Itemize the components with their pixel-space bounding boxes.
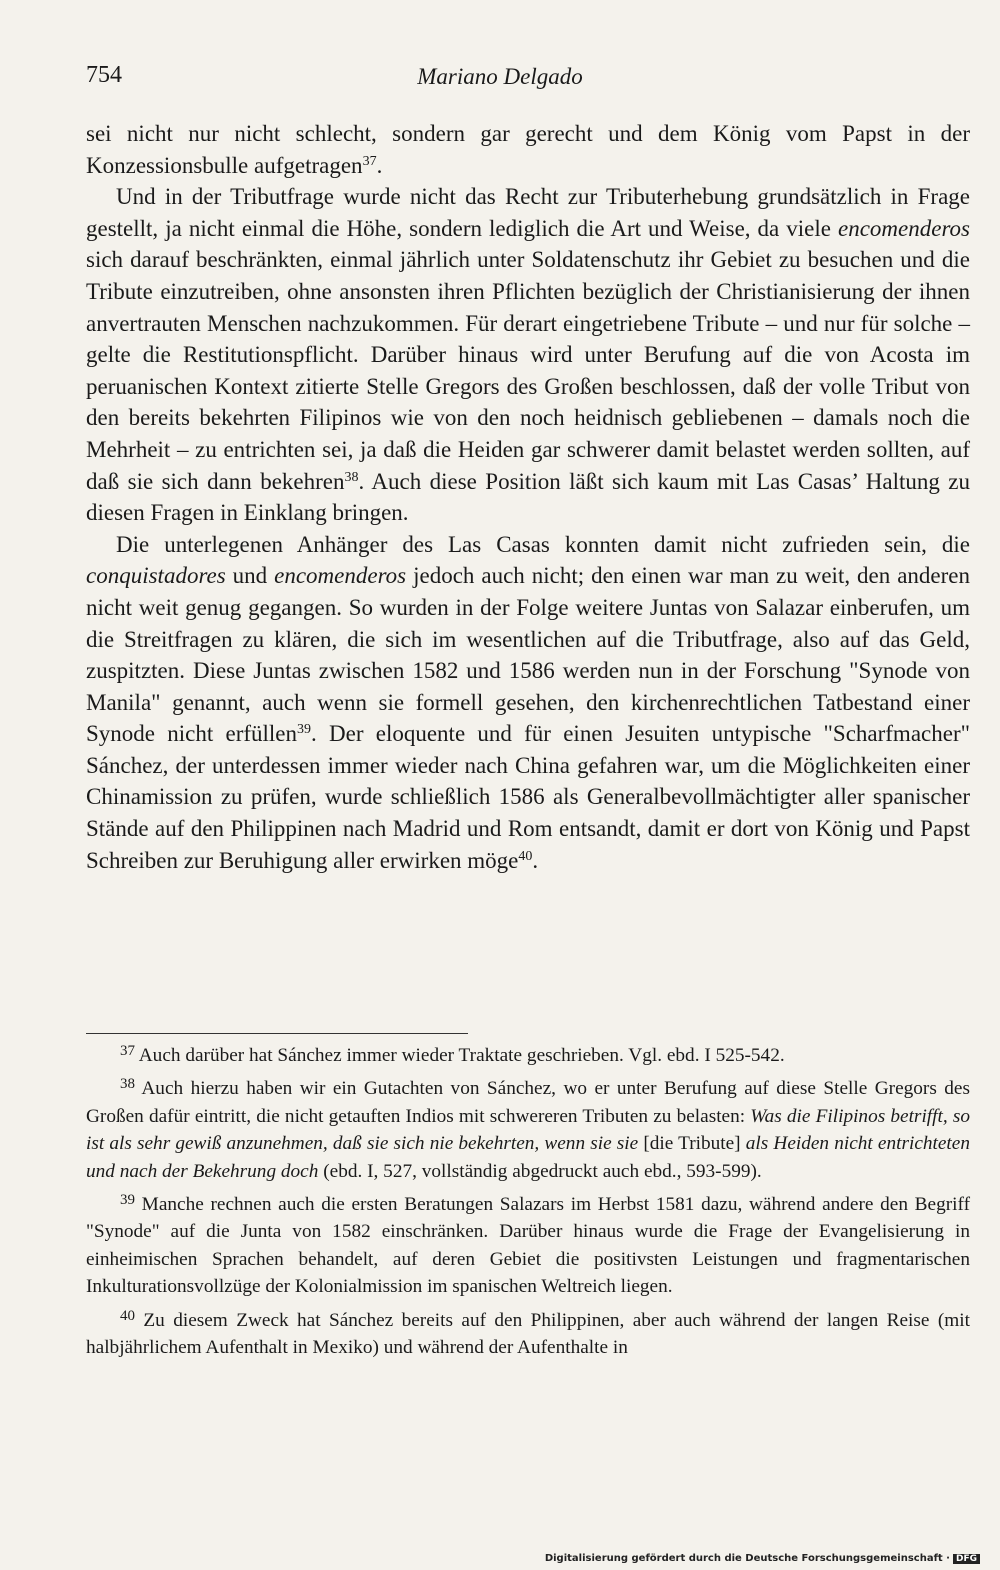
footnote-ref-37[interactable]: 37 [362,153,377,169]
footnote-ref-40[interactable]: 40 [518,848,533,864]
footnotes [86,1042,970,1367]
footnote-divider [86,1033,468,1034]
footnote-40: $^{40}$ Zu diesem Zweck hat Sánchez bereits auf den Philippinen, aber auch während der langen Reise (mit halbjährlichem Aufenthalt in Mexiko) und während der Aufenthalte in [86,1307,970,1359]
dfg-logo: DFG [953,1554,980,1564]
running-header-author: Mariano Delgado [417,64,583,89]
paragraph-1: sei nicht nur nicht schlecht, sondern gar gerecht und dem König vom Papst in der Konzessionsbulle aufgetragen$^{37}$. [86,121,970,178]
footnote-ref-39[interactable]: 39 [297,722,312,738]
footnote-ref-38[interactable]: 38 [344,469,359,485]
footnote-38: $^{38}$ Auch hierzu haben wir ein Gutachten von Sánchez, wo er unter Berufung auf diese Stelle Gregors des Großen dafür eintritt, die nicht getauften Indios mit schwereren Tributen zu belasten: Was die Filipinos betrifft, so ist als sehr gewiß anzunehmen, daß sie sich nie bekehrten, wenn sie sie [die Tribute] als Heiden nicht entrichteten und nach der Bekehrung doch (ebd. I, 527, vollständig abgedruckt auch ebd., 593-599). [86,1076,970,1182]
page-number: 754 [86,62,122,88]
digitization-credit: Digitalisierung gefördert durch die Deutsche Forschungsgemeinschaft · DFG [545,1553,980,1564]
paragraph-3: Die unterlegenen Anhänger des Las Casas konnten damit nicht zufrieden sein, die conquistadores und encomenderos jedoch auch nicht; den einen war man zu weit, den anderen nicht weit genug gegangen. So wurden in der Folge weitere Juntas von Salazar einberufen, um die Streitfragen zu klären, die sich im wesentlichen auf die Tributfrage, also auf das Geld, zuspitzten. Diese Juntas zwischen 1582 und 1586 werden nun in der Forschung "Synode von Manila" genannt, auch wenn sie formell gesehen, den kirchenrechtlichen Tatbestand einer Synode nicht erfüllen$^{39}$. Der eloquente und für einen Jesuiten untypische "Scharfmacher" Sánchez, der unterdessen immer wieder nach China gefahren war, um die Möglichkeiten einer Chinamission zu prüfen, wurde schließlich 1586 als Generalbevollmächtigter aller spanischer Stände auf den Philippinen nach Madrid und Rom entsandt, damit er dort von König und Papst Schreiben zur Beruhigung aller erwirken möge$^{40}$. [86,531,971,873]
footnote-37: $^{37}$ Auch darüber hat Sánchez immer wieder Traktate geschrieben. Vgl. ebd. I 525-542. [120,1043,785,1066]
footnote-39: $^{39}$ Manche rechnen auch die ersten Beratungen Salazars im Herbst 1581 dazu, während andere den Begriff "Synode" auf die Junta von 1582 einschränken. Darüber hinaus wurde die Frage der Evangelisierung in einheimischen Sprachen behandelt, auf deren Gebiet die positivsten Leistungen und fragmentarischen Inkulturationsvollzüge der Kolonialmission im spanischen Weltreich liegen. [86,1192,970,1298]
main-text [86,118,970,876]
paragraph-2: Und in der Tributfrage wurde nicht das Recht zur Tributerhebung grundsätzlich in Frage gestellt, ja nicht einmal die Höhe, sondern lediglich die Art und Weise, da viele encomenderos sich darauf beschränkten, einmal jährlich unter Soldatenschutz ihr Gebiet zu besuchen und die Tribute einzutreiben, ohne ansonsten ihren Pflichten bezüglich der Christianisierung der ihnen anvertrauten Menschen nachzukommen. Für derart eingetriebene Tribute – und nur für solche – gelte die Restitutionspflicht. Darüber hinaus wird unter Berufung auf die von Acosta im peruanischen Kontext zitierte Stelle Gregors des Großen beschlossen, daß der volle Tribut von den bereits bekehrten Filipinos wie von den noch heidnisch gebliebenen – damals noch die Mehrheit – zu entrichten sei, ja daß die Heiden gar schwerer damit belastet werden sollten, auf daß sie sich dann bekehren$^{38}$. Auch diese Position läßt sich kaum mit Las Casas’ Haltung zu diesen Fragen in Einklang bringen. [86,184,970,526]
